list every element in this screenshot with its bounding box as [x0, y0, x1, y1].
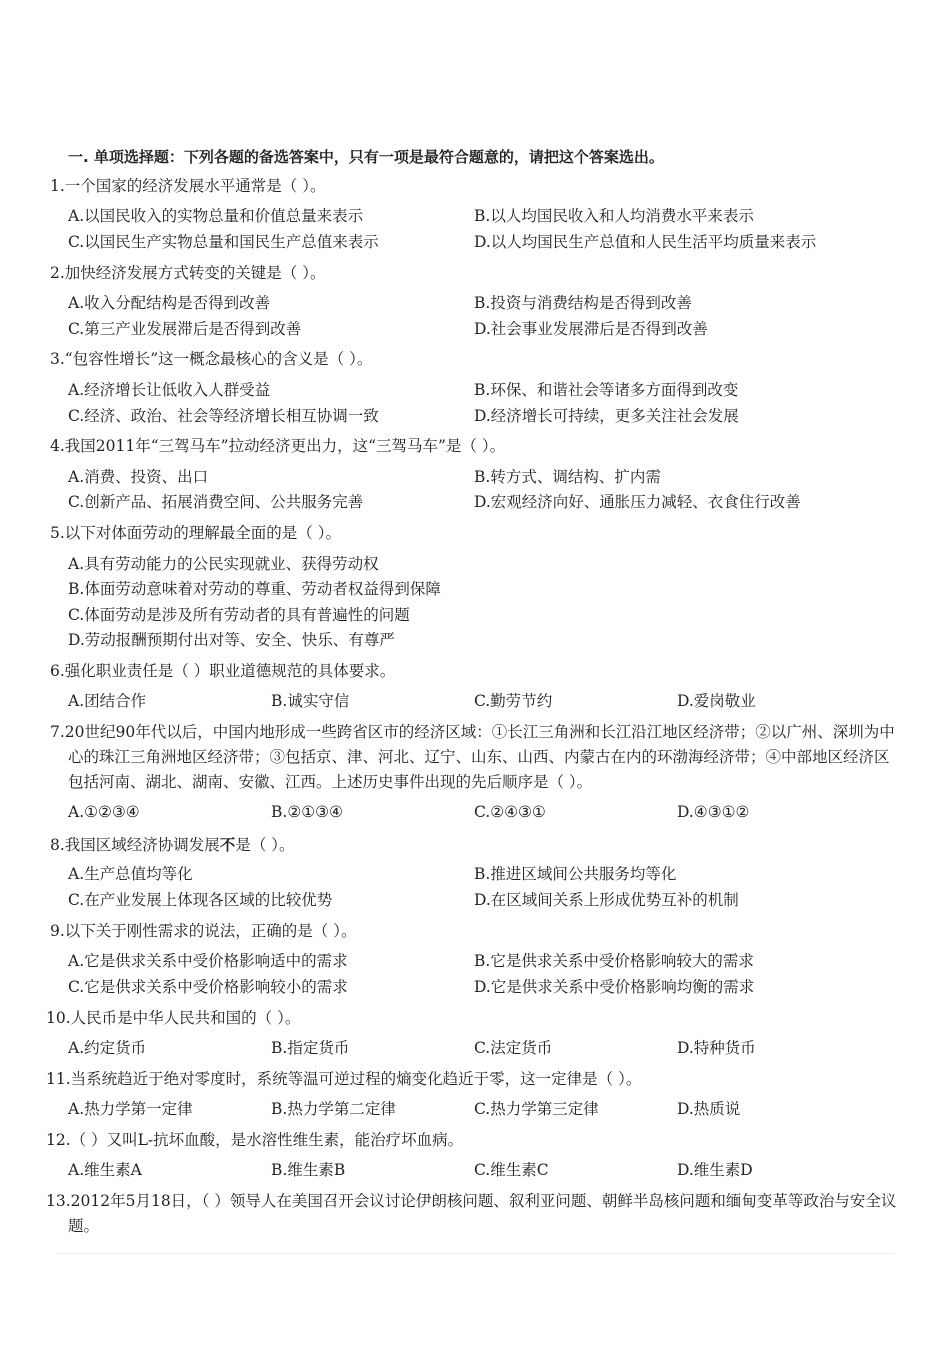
- option-d: D.它是供求关系中受价格影响均衡的需求: [474, 978, 755, 996]
- option-a: A.生产总值均等化: [68, 865, 193, 883]
- option-a: A.①②③④: [68, 803, 140, 821]
- option-c: C.在产业发展上体现各区域的比较优势: [68, 891, 333, 909]
- option-a: A.具有劳动能力的公民实现就业、获得劳动权: [68, 555, 379, 573]
- option-d: D.④③①②: [677, 803, 750, 821]
- question-stem: 9.以下关于刚性需求的说法，正确的是（ ）。: [50, 922, 357, 940]
- option-a: A.热力学第一定律: [68, 1100, 193, 1118]
- question-stem: 11.当系统趋近于绝对零度时，系统等温可逆过程的熵变化趋近于零，这一定律是（ ）。: [46, 1070, 642, 1088]
- option-b: B.以人均国民收入和人均消费水平来表示: [474, 207, 754, 225]
- option-b: B.诚实守信: [271, 692, 350, 710]
- option-c: C.以国民生产实物总量和国民生产总值来表示: [68, 233, 379, 251]
- question-stem: 10.人民币是中华人民共和国的（ ）。: [46, 1009, 301, 1027]
- question-stem-post: 是（ ）。: [235, 836, 295, 854]
- question-stem: 2.加快经济发展方式转变的关键是（ ）。: [50, 264, 326, 282]
- option-a: A.团结合作: [68, 692, 147, 710]
- option-d: D.经济增长可持续，更多关注社会发展: [474, 407, 739, 425]
- option-c: C.法定货币: [474, 1039, 553, 1057]
- option-d: D.维生素D: [677, 1161, 753, 1179]
- question-stem: 13.2012年5月18日，（ ）领导人在美国召开会议讨论伊朗核问题、叙利亚问题、朝鲜半岛核问题和缅甸变革等政治与安全议题。: [46, 1192, 897, 1235]
- option-a: A.消费、投资、出口: [68, 468, 209, 486]
- option-c: C.第三产业发展滞后是否得到改善: [68, 320, 302, 338]
- option-c: C.创新产品、拓展消费空间、公共服务完善: [68, 493, 364, 511]
- question-stem: 1.一个国家的经济发展水平通常是（ ）。: [50, 177, 326, 195]
- option-a: A.收入分配结构是否得到改善: [68, 294, 271, 312]
- option-b: B.②①③④: [271, 803, 343, 821]
- option-a: A.以国民收入的实物总量和价值总量来表示: [68, 207, 364, 225]
- question-stem: 3.“包容性增长”这一概念最核心的含义是（ ）。: [50, 350, 373, 368]
- option-c: C.经济、政治、社会等经济增长相互协调一致: [68, 407, 379, 425]
- option-b: B.体面劳动意味着对劳动的尊重、劳动者权益得到保障: [68, 580, 441, 598]
- option-b: B.转方式、调结构、扩内需: [474, 468, 661, 486]
- option-b: B.环保、和谐社会等诸多方面得到改变: [474, 381, 739, 399]
- option-d: D.爱岗敬业: [677, 692, 756, 710]
- question-stem: 7.20世纪90年代以后，中国内地形成一些跨省区市的经济区域：①长江三角洲和长江沿江地区经济带；②以广州、深圳为中心的珠江三角洲地区经济带；③包括京、津、河北、辽宁、山东、山西、内蒙古在内的环渤海经济带；④中部地区经济区包括河南、湖北、湖南、安徽、江西。上述历史事件出现的先后顺序是（ ）。: [50, 723, 895, 791]
- option-c: C.它是供求关系中受价格影响较小的需求: [68, 978, 348, 996]
- option-c: C.热力学第三定律: [474, 1100, 599, 1118]
- question-stem-emphasis: 不: [219, 835, 236, 854]
- option-d: D.以人均国民生产总值和人民生活平均质量来表示: [474, 233, 817, 251]
- divider: [55, 1253, 895, 1254]
- option-b: B.它是供求关系中受价格影响较大的需求: [474, 952, 754, 970]
- option-b: B.推进区域间公共服务均等化: [474, 865, 677, 883]
- option-d: D.劳动报酬预期付出对等、安全、快乐、有尊严: [68, 631, 395, 649]
- option-c: C.②④③①: [474, 803, 546, 821]
- option-d: D.宏观经济向好、通胀压力减轻、衣食住行改善: [474, 493, 801, 511]
- option-a: A.经济增长让低收入人群受益: [68, 381, 271, 399]
- option-b: B.指定货币: [271, 1039, 350, 1057]
- option-d: D.在区域间关系上形成优势互补的机制: [474, 891, 739, 909]
- option-c: C.维生素C: [474, 1161, 549, 1179]
- option-b: B.维生素B: [271, 1161, 346, 1179]
- question-stem: 6.强化职业责任是（ ）职业道德规范的具体要求。: [50, 662, 396, 680]
- option-c: C.体面劳动是涉及所有劳动者的具有普遍性的问题: [68, 606, 410, 624]
- option-c: C.勤劳节约: [474, 692, 553, 710]
- question-stem: [50, 832, 295, 858]
- option-b: B.热力学第二定律: [271, 1100, 396, 1118]
- question-stem: 12.（ ）又叫L-抗坏血酸，是水溶性维生素，能治疗坏血病。: [46, 1131, 464, 1149]
- option-d: D.热质说: [677, 1100, 741, 1118]
- option-a: A.它是供求关系中受价格影响适中的需求: [68, 952, 348, 970]
- option-d: D.特种货币: [677, 1039, 756, 1057]
- option-a: A.维生素A: [68, 1161, 142, 1179]
- section-title: 一. 单项选择题：下列各题的备选答案中，只有一项是最符合题意的，请把这个答案选出。: [68, 148, 664, 166]
- option-b: B.投资与消费结构是否得到改善: [474, 294, 692, 312]
- question-stem-pre: 8.我国区域经济协调发展: [50, 836, 220, 854]
- question-stem: 4.我国2011年“三驾马车”拉动经济更出力，这“三驾马车”是（ ）。: [50, 437, 506, 455]
- option-d: D.社会事业发展滞后是否得到改善: [474, 320, 708, 338]
- option-a: A.约定货币: [68, 1039, 147, 1057]
- question-stem: 5.以下对体面劳动的理解最全面的是（ ）。: [50, 524, 341, 542]
